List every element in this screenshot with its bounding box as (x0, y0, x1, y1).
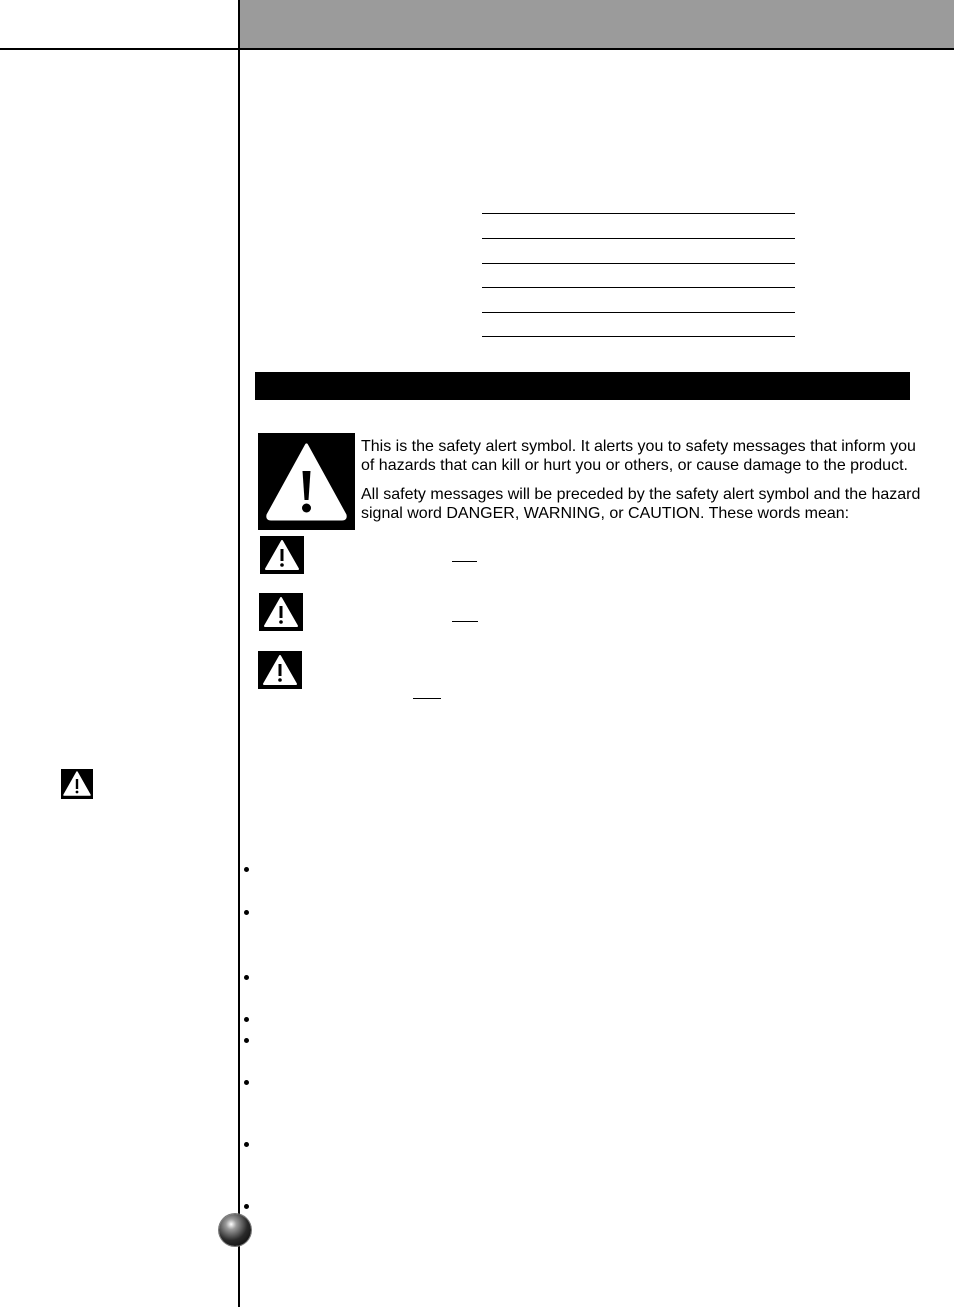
list-bullet (244, 867, 249, 872)
form-blank-line (482, 263, 795, 264)
list-bullet (244, 1017, 249, 1022)
signal-word-underline (413, 698, 441, 699)
list-bullet (244, 1080, 249, 1085)
signal-word-underline (452, 621, 478, 622)
form-blank-line (482, 312, 795, 313)
form-blank-line (482, 336, 795, 337)
page-number-ball (219, 1214, 251, 1246)
header-bar (240, 0, 954, 50)
warning-triangle-icon (61, 769, 93, 799)
warning-triangle-icon (260, 536, 304, 574)
section-header-bar (255, 372, 910, 400)
form-blank-line (482, 213, 795, 214)
form-blank-line (482, 238, 795, 239)
list-bullet (244, 910, 249, 915)
list-bullet (244, 1142, 249, 1147)
signal-word-underline (452, 561, 477, 562)
safety-intro-paragraph-1: This is the safety alert symbol. It alerts you to safety messages that inform you of hazards that can kill or hurt you or others, or cause damage to the product. (361, 438, 916, 474)
page-divider-line (238, 0, 240, 1307)
warning-triangle-icon (259, 593, 303, 631)
list-bullet (244, 1038, 249, 1043)
form-blank-line (482, 287, 795, 288)
safety-intro-paragraph-2: All safety messages will be preceded by the safety alert symbol and the hazard signal word DANGER, WARNING, or CAUTION. These words mean: (361, 486, 921, 522)
header-left-rule (0, 48, 240, 50)
warning-triangle-icon (258, 651, 302, 689)
warning-triangle-icon (258, 433, 355, 530)
list-bullet (244, 1204, 249, 1209)
list-bullet (244, 975, 249, 980)
